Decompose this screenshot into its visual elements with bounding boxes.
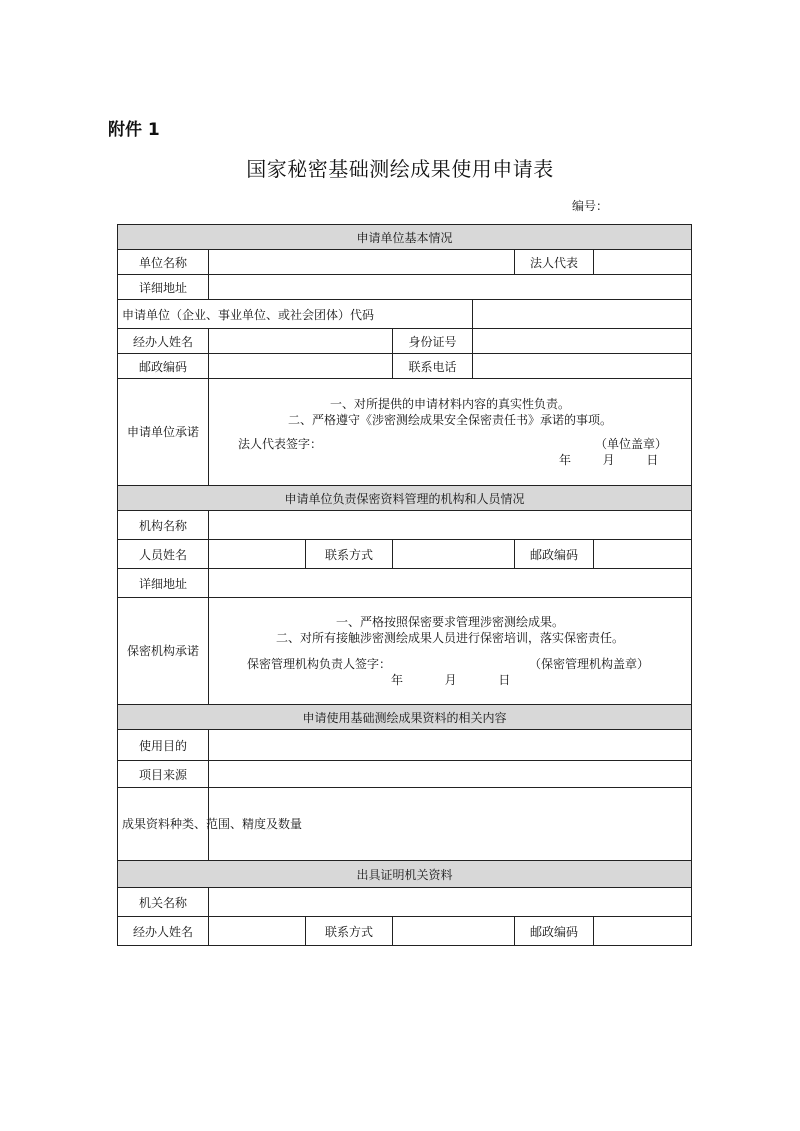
unit-name-label: 单位名称 [118, 250, 209, 275]
id-number-field[interactable] [473, 329, 692, 354]
org-address-field[interactable] [209, 569, 692, 598]
page-title: 国家秘密基础测绘成果使用申请表 [246, 157, 554, 181]
pledge-date-line [213, 452, 687, 468]
unit-code-label: 申请单位（企业、事业单位、或社会团体）代码 [118, 300, 473, 329]
pledge-line-2: 二、严格遵守《涉密测绘成果安全保密责任书》承诺的事项。 [288, 413, 613, 427]
pledge-line-1: 一、对所提供的申请材料内容的真实性负责。 [330, 397, 571, 411]
phone-label: 联系电话 [393, 354, 473, 379]
authority-handler-field[interactable] [209, 917, 306, 946]
org-pledge-line-1: 一、严格按照保密要求管理涉密测绘成果。 [336, 615, 565, 629]
authority-postcode-field[interactable] [594, 917, 692, 946]
day-label: 日 [646, 453, 659, 467]
unit-code-field[interactable] [473, 300, 692, 329]
org-day-label: 日 [498, 673, 511, 687]
org-month-label: 月 [444, 673, 457, 687]
section-certifying-authority-header: 出具证明机关资料 [118, 861, 692, 888]
authority-contact-field[interactable] [393, 917, 515, 946]
org-postcode-field[interactable] [594, 540, 692, 569]
address-label: 详细地址 [118, 275, 209, 300]
authority-postcode-label: 邮政编码 [515, 917, 594, 946]
org-pledge-date-line [213, 672, 687, 688]
contact-label: 联系方式 [306, 540, 393, 569]
serial-number-label: 编号： [572, 199, 609, 213]
section-confidential-org-header: 申请单位负责保密资料管理的机构和人员情况 [118, 486, 692, 511]
section-applicant-basic-info-header: 申请单位基本情况 [118, 225, 692, 250]
applicant-pledge-label: 申请单位承诺 [118, 379, 209, 486]
handler-name-field[interactable] [209, 329, 393, 354]
org-pledge-label: 保密机构承诺 [118, 598, 209, 705]
id-number-label: 身份证号 [393, 329, 473, 354]
phone-field[interactable] [473, 354, 692, 379]
purpose-field[interactable] [209, 730, 692, 761]
org-head-signature-label: 保密管理机构负责人签字： [247, 657, 392, 671]
org-name-field[interactable] [209, 511, 692, 540]
legal-rep-label: 法人代表 [515, 250, 594, 275]
postcode-field[interactable] [209, 354, 393, 379]
contact-field[interactable] [393, 540, 515, 569]
authority-handler-label: 经办人姓名 [118, 917, 209, 946]
attachment-label: 附件 1 [108, 120, 160, 140]
org-pledge-line-2: 二、对所有接触涉密测绘成果人员进行保密培训，落实保密责任。 [276, 631, 625, 645]
year-label: 年 [559, 453, 572, 467]
postcode-label: 邮政编码 [118, 354, 209, 379]
org-name-label: 机构名称 [118, 511, 209, 540]
org-stamp-label: （保密管理机构盖章） [529, 657, 650, 671]
handler-name-label: 经办人姓名 [118, 329, 209, 354]
unit-stamp-label: （单位盖章） [595, 437, 668, 451]
org-pledge-content [209, 598, 692, 705]
person-name-field[interactable] [209, 540, 306, 569]
legal-rep-signature-label: 法人代表签字： [238, 437, 323, 451]
legal-rep-field[interactable] [594, 250, 692, 275]
project-source-label: 项目来源 [118, 761, 209, 788]
application-form-table [117, 224, 692, 946]
applicant-pledge-content [209, 379, 692, 486]
person-name-label: 人员姓名 [118, 540, 209, 569]
org-address-label: 详细地址 [118, 569, 209, 598]
org-postcode-label: 邮政编码 [515, 540, 594, 569]
address-field[interactable] [209, 275, 692, 300]
project-source-field[interactable] [209, 761, 692, 788]
unit-name-field[interactable] [209, 250, 515, 275]
authority-contact-label: 联系方式 [306, 917, 393, 946]
authority-name-field[interactable] [209, 888, 692, 917]
section-usage-content-header: 申请使用基础测绘成果资料的相关内容 [118, 705, 692, 730]
purpose-label: 使用目的 [118, 730, 209, 761]
materials-label: 成果资料种类、范围、精度及数量 [118, 788, 209, 861]
month-label: 月 [602, 453, 615, 467]
authority-name-label: 机关名称 [118, 888, 209, 917]
org-year-label: 年 [391, 673, 404, 687]
